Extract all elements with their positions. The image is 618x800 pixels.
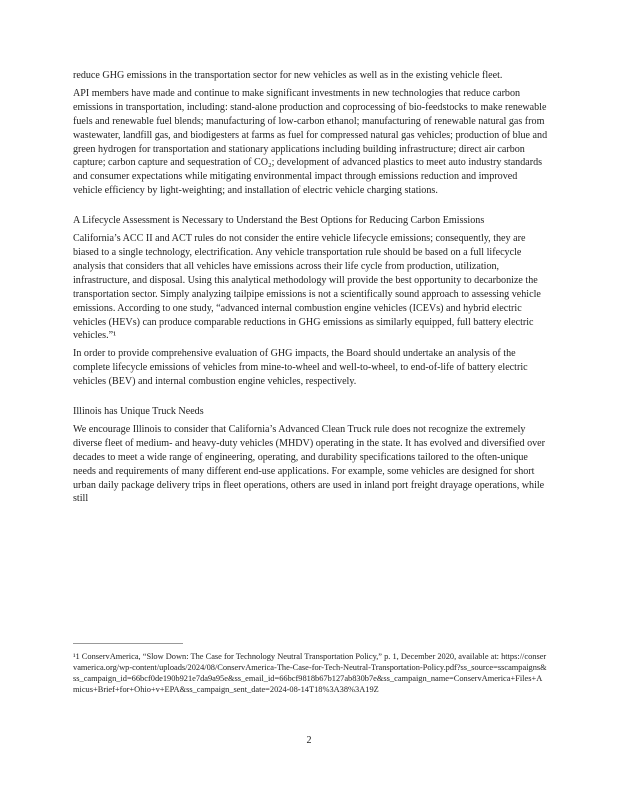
footnote-divider	[73, 643, 183, 644]
lifecycle-heading: A Lifecycle Assessment is Necessary to Understand the Best Options for Reducing Carbon Emissions	[73, 215, 485, 227]
truck-heading: Illinois has Unique Truck Needs	[73, 406, 204, 418]
body-text	[73, 69, 548, 506]
footnote	[73, 651, 548, 695]
intro-paragraph-1: reduce GHG emissions in the transportation sector for new vehicles as well as in the existing vehicle fleet.	[73, 70, 503, 81]
intro-paragraph-2: API members have made and continue to make significant investments in new technologies that reduce carbon emissions in transportation, including: stand-alone production and coprocessing of bio-feedstocks to make renewable fuels and renewable fuel blends; manufacturing of low-carbon ethanol; manufacturing of renewable natural gas from wastewater, landfill gas, and biodigesters at farms as fuel for compressed natural gas vehicles; production of blue and green hydrogen for transportation and stationary applications including building infrastructure; direct air carbon capture; carbon capture and sequestration of CO₂; development of advanced plastics to meet auto industry standards and consumer expectations while mitigating environmental impact through emissions reduction and improved vehicle efficiency by light-weighting; and installation of electric vehicle charging stations.	[73, 87, 548, 197]
lifecycle-paragraph-2: In order to provide comprehensive evaluation of GHG impacts, the Board should undertake an analysis of the complete lifecycle emissions of vehicles from mine-to-wheel and well-to-wheel, to end-of-life of battery electric vehicles (BEV) and internal combustion engine vehicles, respectively.	[73, 348, 528, 388]
lifecycle-paragraph-1: California’s ACC II and ACT rules do not consider the entire vehicle lifecycle emissions; consequently, they are biased to a single technology, electrification. Any vehicle transportation rule should be based on a full lifecycle analysis that considers that all vehicles have emissions across their life cycle from production, utilization, infrastructure, and disposal. Using this analytical methodology will provide the best opportunity to decarbonize the transportation sector. Simply analyzing tailpipe emissions is not a scientifically sound approach to assessing vehicle emissions. According to one study, “advanced internal combustion engine vehicles (ICEVs) and hybrid electric vehicles (HEVs) can produce comparable reductions in GHG emissions as similarly equipped, full battery electric vehicles.”¹	[73, 233, 541, 342]
truck-paragraph-1: We encourage Illinois to consider that California’s Advanced Clean Truck rule does not recognize the extremely diverse fleet of medium- and heavy-duty vehicles (MHDV) operating in the state. It has evolved and diversified over decades to meet a wide range of engineering, operating, and durability specifications tailored to the often-unique needs and requirements of many different end-use applications. For example, some vehicles are designed for short urban daily package delivery trips in fleet operations, others are used in inland port freight drayage operations, while still	[73, 423, 546, 505]
page-number: 2	[306, 735, 312, 746]
footnote-text: ¹1 ConservAmerica, “Slow Down: The Case for Technology Neutral Transportation Policy,” p. 1, December 2020, available at: https://conservamerica.org/wp-content/uploads/2024/08/ConservAmerica-The-Case-for-Tech-Neutral-Transportation-Policy.pdf?ss_source=sscampaigns&ss_campaign_id=66bcf0de190b921e7da9a95e&ss_email_id=66bcf9818b67b127ab830b7e&ss_campaign_name=ConservAmerica+Files+Amicus+Brief+for+Ohio+v+EPA&ss_campaign_sent_date=2024-08-14T18%3A38%3A19Z	[73, 652, 547, 695]
